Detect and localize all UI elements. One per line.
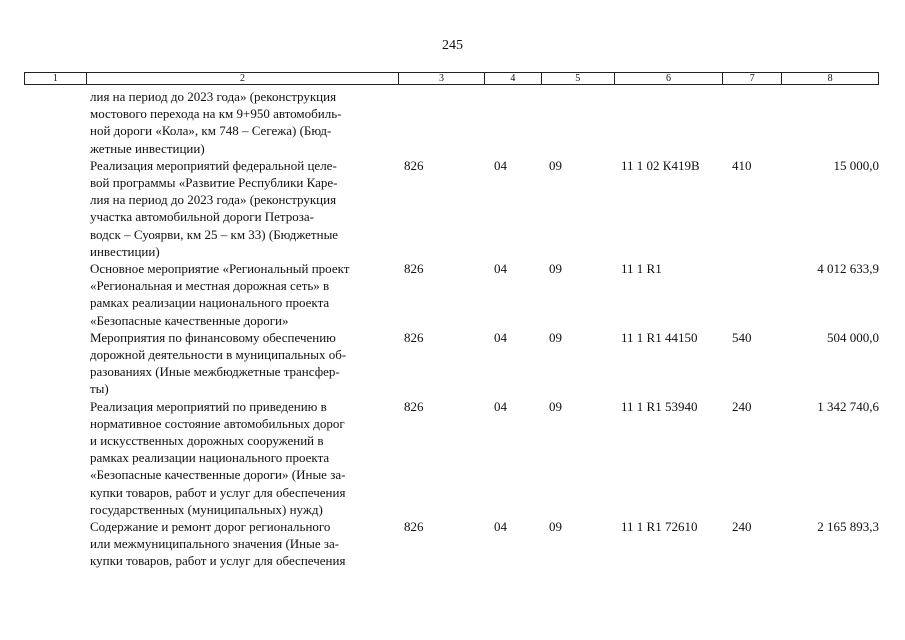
row-sum: 1 342 740,6: [817, 398, 879, 414]
row-name: Основное мероприятие «Региональный проект «Региональная и местная дорожная сеть» в рамках реализации национального проекта «Безопасные качественные дороги»: [90, 261, 350, 328]
row-vr: 410: [732, 157, 752, 173]
row-vr: [726, 88, 766, 157]
row-rz: 04: [494, 519, 507, 535]
header-cell: 6: [614, 73, 723, 84]
row-vr: 540: [732, 329, 752, 345]
row-ved: 826: [404, 157, 424, 173]
row-rz: [489, 88, 545, 157]
row-pr: 09: [549, 398, 562, 414]
table-body: [24, 88, 879, 570]
table-row: [24, 157, 879, 260]
table-row: [24, 260, 879, 329]
header-cell: 3: [398, 73, 484, 84]
row-pr: 09: [549, 329, 562, 345]
row-ved: 826: [404, 261, 424, 277]
row-pr: 09: [549, 261, 562, 277]
row-vr: 240: [732, 519, 752, 535]
page-number: 245: [442, 38, 463, 53]
header-cell: 8: [781, 73, 878, 84]
row-csr: 11 1 R1 72610: [621, 519, 698, 535]
row-ved: 826: [404, 329, 424, 345]
row-sum: 4 012 633,9: [817, 261, 879, 277]
row-rz: 04: [494, 329, 507, 345]
row-csr: 11 1 R1 44150: [621, 329, 698, 345]
row-pr: [545, 88, 618, 157]
row-ved: 826: [404, 519, 424, 535]
row-name: Мероприятия по финансовому обеспечению дорожной деятельности в муниципальных об- разованиях (Иные межбюджетные трансфер- ты): [90, 329, 347, 397]
row-csr: 11 1 R1 53940: [621, 398, 698, 414]
row-name: Содержание и ремонт дорог регионального или межмуниципального значения (Иные за- купки товаров, работ и услуг для обеспечения: [90, 519, 346, 569]
row-name: лия на период до 2023 года» (реконструкция мостового перехода на км 9+950 автомобиль- ной дороги «Кола», км 748 – Сегежа) (Бюд- жетные инвестиции): [90, 89, 342, 156]
row-vr: 240: [732, 398, 752, 414]
row-sum: 15 000,0: [833, 157, 879, 173]
row-sum: 504 000,0: [827, 329, 879, 345]
row-name: Реализация мероприятий по приведению в нормативное состояние автомобильных дорог и искусственных дорожных сооружений в рамках реализации национального проекта «Безопасные качественные дороги» (Иные за- купки товаров, работ и услуг для обеспечения государственных (муниципальных) нужд): [90, 398, 346, 517]
row-csr: [618, 88, 726, 157]
row-pr: 09: [549, 157, 562, 173]
row-rz: 04: [494, 398, 507, 414]
row-vr: [726, 260, 766, 329]
table-row: [24, 518, 879, 570]
header-cell: 7: [722, 73, 781, 84]
row-rz: 04: [494, 261, 507, 277]
row-sum: 2 165 893,3: [817, 519, 879, 535]
row-pr: 09: [549, 519, 562, 535]
header-cell: 1: [52, 73, 58, 84]
table-header-row: [24, 72, 879, 85]
header-cell: 5: [541, 73, 614, 84]
row-csr: 11 1 02 К419В: [621, 157, 700, 173]
header-cell: 2: [86, 73, 398, 84]
table-row: [24, 398, 879, 518]
table-row: [24, 329, 879, 398]
row-ved: 826: [404, 398, 424, 414]
row-sum: [766, 88, 879, 157]
row-name: Реализация мероприятий федеральной целе- вой программы «Развитие Республики Каре- лия на период до 2023 года» (реконструкция участка автомобильной дороги Петроза- водск – Суоярви, км 25 – км 33) (Бюджетные инвестиции): [90, 157, 339, 259]
table-row: [24, 88, 879, 157]
row-ved: [394, 88, 489, 157]
row-rz: 04: [494, 157, 507, 173]
row-csr: 11 1 R1: [621, 261, 662, 277]
header-cell: 4: [484, 73, 541, 84]
